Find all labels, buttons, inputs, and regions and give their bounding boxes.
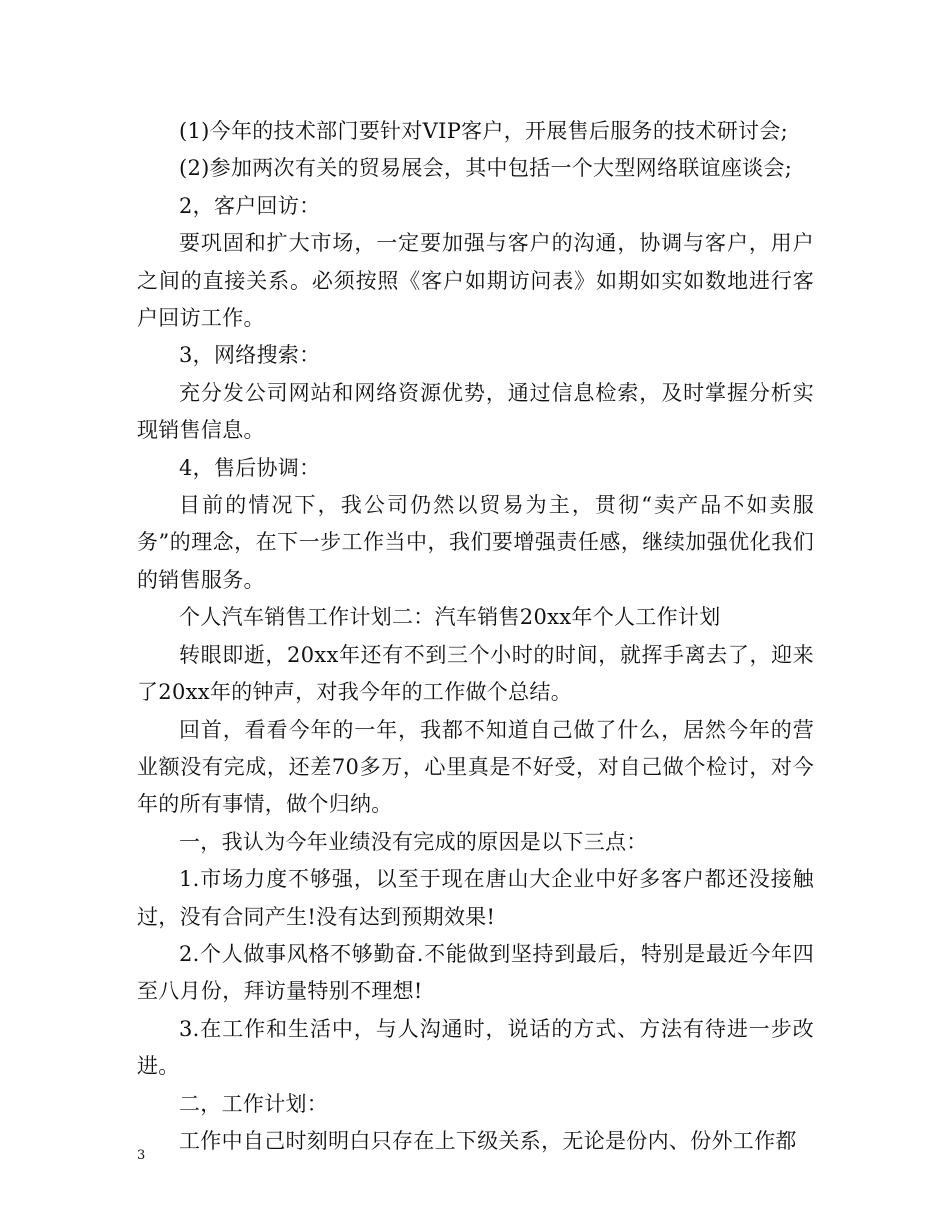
section-heading-customer-visit: 2，客户回访： bbox=[179, 193, 321, 218]
reason-item-3: 3.在工作和生活中，与人沟通时，说话的方式、方法有待进一步改进。 bbox=[137, 1016, 814, 1079]
reason-item-2: 2.个人做事风格不够勤奋.不能做到坚持到最后，特别是最近今年四至八月份，拜访量特别不理想! bbox=[137, 941, 814, 1004]
plan-two-title: 个人汽车销售工作计划二：汽车销售20xx年个人工作计划 bbox=[179, 605, 721, 630]
paragraph-2: (2)参加两次有关的贸易展会，其中包括一个大型网络联谊座谈会; bbox=[179, 156, 793, 181]
paragraph-web-search: 充分发公司网站和网络资源优势，通过信息检索，及时掌握分析实现销售信息。 bbox=[137, 380, 814, 443]
section-heading-web-search: 3，网络搜索： bbox=[179, 343, 321, 368]
document-body bbox=[137, 113, 814, 1160]
page-number: 3 bbox=[137, 1148, 146, 1163]
paragraph-review: 回首，看看今年的一年，我都不知道自己做了什么，居然今年的营业额没有完成，还差70多万，心里真是不好受，对自己做个检讨，对今年的所有事情，做个归纳。 bbox=[137, 717, 814, 817]
section-heading-reasons: 一，我认为今年业绩没有完成的原因是以下三点： bbox=[179, 829, 648, 854]
paragraph-after-sales: 目前的情况下，我公司仍然以贸易为主，贯彻“卖产品不如卖服务”的理念，在下一步工作当中，我们要增强责任感，继续加强优化我们的销售服务。 bbox=[137, 493, 814, 592]
reason-item-1: 1.市场力度不够强，以至于现在唐山大企业中好多客户都还没接触过，没有合同产生!没有达到预期效果! bbox=[137, 867, 814, 929]
paragraph-work-plan: 工作中自己时刻明白只存在上下级关系，无论是份内、份外工作都 bbox=[179, 1128, 797, 1153]
section-heading-work-plan: 二，工作计划： bbox=[179, 1091, 329, 1116]
paragraph-customer-visit: 要巩固和扩大市场，一定要加强与客户的沟通，协调与客户，用户之间的直接关系。必须按照《客户如期访问表》如期如实如数地进行客户回访工作。 bbox=[137, 231, 814, 331]
paragraph-intro: 转眼即逝，20xx年还有不到三个小时的时间，就挥手离去了，迎来了20xx年的钟声，对我今年的工作做个总结。 bbox=[137, 642, 814, 705]
section-heading-after-sales: 4，售后协调： bbox=[179, 455, 321, 480]
paragraph-1: (1)今年的技术部门要针对VIP客户，开展售后服务的技术研讨会; bbox=[179, 119, 789, 143]
